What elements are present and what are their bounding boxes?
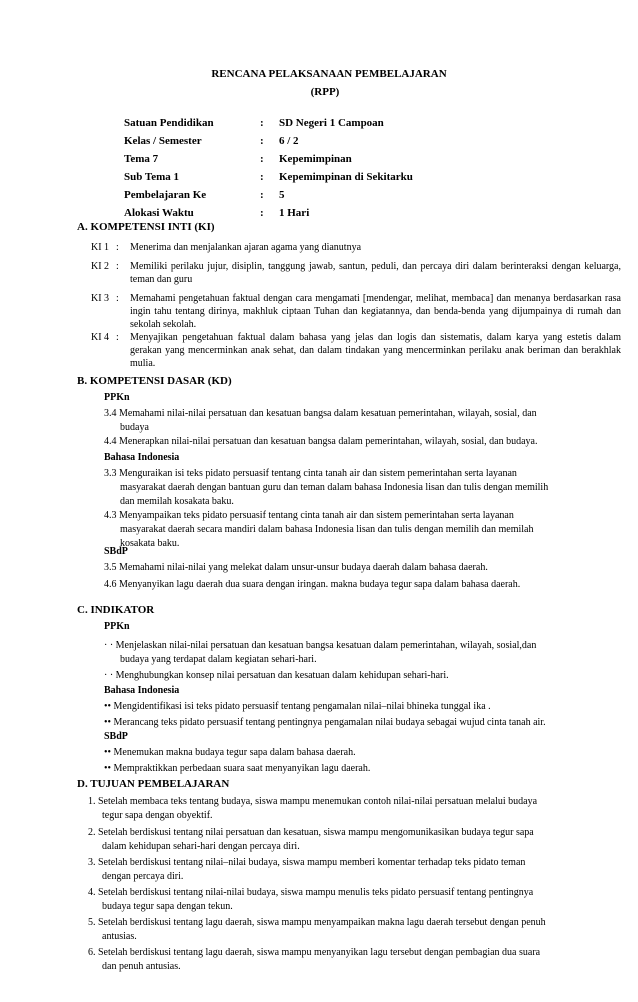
- ki-code: KI 4: [91, 332, 110, 343]
- ki-colon: :: [116, 293, 119, 304]
- ki-item: [91, 241, 621, 254]
- kd-line: budaya: [120, 422, 149, 433]
- identity-table: [124, 114, 544, 222]
- ki-code: KI 2: [91, 261, 110, 272]
- ki-text: Memahami pengetahuan faktual dengan cara mengamati [mendengar, melihat, membaca] dan menanya berdasarkan rasa ingin tahu tentang dirinya, makhluk ciptaan Tuhan dan kegiatannya, dan benda-benda yang dijumpainya di rumah dan sekolah sekolah.: [130, 293, 621, 330]
- document-subtitle: (RPP): [310, 86, 340, 98]
- goal-line: tegur sapa dengan obyektif.: [102, 810, 213, 821]
- goal-item: [88, 916, 608, 944]
- indicator-line: •• Mengidentifikasi isi teks pidato persuasif tentang pengamalan nilai–nilai bhineka tunggal ika .: [104, 701, 491, 712]
- kd-line: 4.6 Menyanyikan lagu daerah dua suara dengan iringan. makna budaya tegur sapa dalam bahasa daerah.: [104, 579, 521, 590]
- goal-line: 5. Setelah berdiskusi tentang lagu daerah, siswa mampu menyampaikan makna lagu daerah tersebut dengan penuh: [88, 917, 546, 928]
- kd-item: [104, 435, 604, 449]
- kd-item: [104, 407, 604, 435]
- kd-line: 4.4 Menerapkan nilai-nilai persatuan dan kesatuan bangsa dalam pemerintahan, wilayah, sosial, dan budaya.: [104, 436, 538, 447]
- identity-label: Tema 7: [124, 153, 159, 165]
- goal-line: dan penuh antusias.: [102, 961, 181, 972]
- section-a-heading: A. KOMPETENSI INTI (KI): [77, 221, 215, 233]
- ki-colon: :: [116, 332, 119, 343]
- identity-value: Kepemimpinan di Sekitarku: [279, 171, 413, 183]
- identity-colon: :: [260, 153, 264, 165]
- identity-label: Pembelajaran Ke: [124, 189, 207, 201]
- section-b-heading: B. KOMPETENSI DASAR (KD): [77, 375, 232, 387]
- identity-colon: :: [260, 207, 264, 219]
- goal-item: [88, 826, 608, 854]
- identity-label: Satuan Pendidikan: [124, 117, 214, 129]
- indicator-line: •• Merancang teks pidato persuasif tentang pentingnya pengamalan nilai budaya sebagai wujud cinta tanah air.: [104, 717, 546, 728]
- indicator-line: · · Menghubungkan konsep nilai persatuan dan kesatuan dalam kehidupan sehari-hari.: [104, 670, 449, 681]
- goal-item: [88, 886, 608, 914]
- ki-text: Menyajikan pengetahuan faktual dalam bahasa yang jelas dan logis dan sistematis, dalam karya yang estetis dalam gerakan yang mencerminkan anak sehat, dan dalam tindakan yang mencerminkan perilaku anak beriman dan berakhlak mulia.: [130, 332, 621, 369]
- identity-label: Kelas / Semester: [124, 135, 202, 147]
- identity-colon: :: [260, 117, 264, 129]
- goal-item: [88, 795, 608, 823]
- identity-value: 5: [279, 189, 285, 201]
- kd-line: 4.3 Menyampaikan teks pidato persuasif tentang cinta tanah air dan sistem pemerintahan serta layanan: [104, 510, 514, 521]
- identity-row: [124, 114, 544, 132]
- goal-line: 1. Setelah membaca teks tentang budaya, siswa mampu menemukan contoh nilai-nilai persatuan melalui budaya: [88, 796, 538, 807]
- identity-value: Kepemimpinan: [279, 153, 352, 165]
- indicator-item: [104, 700, 604, 714]
- goal-line: 3. Setelah berdiskusi tentang nilai–nilai budaya, siswa mampu memberi komentar terhadap teks pidato teman: [88, 857, 526, 868]
- goal-line: antusias.: [102, 931, 137, 942]
- kd-line: 3.3 Menguraikan isi teks pidato persuasif tentang cinta tanah air dan sistem pemerintahan serta layanan: [104, 468, 517, 479]
- ki-code: KI 3: [91, 293, 110, 304]
- indicator-item: [104, 716, 604, 730]
- indicator-line: budaya yang terdapat dalam kegiatan sehari-hari.: [120, 654, 317, 665]
- kd-item: [104, 509, 604, 551]
- identity-row: [124, 204, 544, 222]
- kd-item: [104, 467, 604, 509]
- kd-item: [104, 578, 604, 592]
- kd-item: [104, 561, 604, 575]
- identity-row: [124, 150, 544, 168]
- identity-colon: :: [260, 171, 264, 183]
- ki-item: [91, 260, 621, 286]
- section-c-heading: C. INDIKATOR: [77, 604, 155, 616]
- subject-label-bahasa-indonesia: Bahasa Indonesia: [104, 685, 180, 696]
- kd-line: kosakata baku.: [120, 538, 180, 549]
- subject-label-sbdp: SBdP: [104, 731, 128, 742]
- kd-line: masyarakat daerah dengan bantuan guru dan teman dalam bahasa Indonesia lisan dan tulis dengan memilih: [120, 482, 549, 493]
- ki-colon: :: [116, 261, 119, 272]
- ki-item: [91, 331, 621, 370]
- subject-label-sbdp: SBdP: [104, 546, 128, 557]
- goal-line: dengan percaya diri.: [102, 871, 184, 882]
- identity-colon: :: [260, 135, 264, 147]
- kd-line: masyarakat daerah secara mandiri dalam bahasa Indonesia lisan dan tulis dengan memilih dan memilah: [120, 524, 534, 535]
- indicator-item: [104, 746, 604, 760]
- identity-row: [124, 132, 544, 150]
- document-title: RENCANA PELAKSANAAN PEMBELAJARAN: [211, 68, 447, 80]
- goal-line: 6. Setelah berdiskusi tentang lagu daerah, siswa mampu menyanyikan lagu tersebut dengan pembagian dua suara: [88, 947, 541, 958]
- indicator-item: [104, 639, 604, 667]
- indicator-line: •• Menemukan makna budaya tegur sapa dalam bahasa daerah.: [104, 747, 356, 758]
- identity-row: [124, 186, 544, 204]
- goal-item: [88, 856, 608, 884]
- identity-value: SD Negeri 1 Campoan: [279, 117, 384, 129]
- ki-item: [91, 292, 621, 331]
- ki-text: Menerima dan menjalankan ajaran agama yang dianutnya: [130, 242, 362, 253]
- goal-item: [88, 946, 608, 974]
- kd-line: 3.5 Memahami nilai-nilai yang melekat dalam unsur-unsur budaya daerah dalam bahasa daerah.: [104, 562, 488, 573]
- goal-line: dalam kehidupan sehari-hari dengan percaya diri.: [102, 841, 300, 852]
- ki-text: Memiliki perilaku jujur, disiplin, tanggung jawab, santun, peduli, dan percaya diri dalam berinteraksi dengan keluarga, teman dan guru: [130, 261, 621, 285]
- goal-line: 4. Setelah berdiskusi tentang nilai-nilai budaya, siswa mampu menulis teks pidato persuasif tentang pentingnya: [88, 887, 534, 898]
- goal-line: 2. Setelah berdiskusi tentang nilai persatuan dan kesatuan, siswa mampu mengomunikasikan budaya tegur sapa: [88, 827, 534, 838]
- ki-colon: :: [116, 242, 119, 253]
- identity-label: Sub Tema 1: [124, 171, 180, 183]
- kd-line: 3.4 Memahami nilai-nilai persatuan dan kesatuan bangsa dalam kesatuan pemerintahan, wilayah, sosial, dan: [104, 408, 537, 419]
- identity-label: Alokasi Waktu: [124, 207, 194, 219]
- kd-line: dan memilah kosakata baku.: [120, 496, 234, 507]
- identity-colon: :: [260, 189, 264, 201]
- identity-row: [124, 168, 544, 186]
- ki-code: KI 1: [91, 242, 110, 253]
- identity-value: 1 Hari: [279, 207, 310, 219]
- subject-label-bahasa-indonesia: Bahasa Indonesia: [104, 452, 180, 463]
- indicator-line: •• Mempraktikkan perbedaan suara saat menyanyikan lagu daerah.: [104, 763, 371, 774]
- indicator-line: · · Menjelaskan nilai-nilai persatuan dan kesatuan bangsa kesatuan dalam pemerintahan, wilayah, sosial,dan: [104, 640, 537, 651]
- subject-label-ppkn: PPKn: [104, 392, 130, 403]
- goal-line: budaya tegur sapa dengan tekun.: [102, 901, 233, 912]
- identity-value: 6 / 2: [279, 135, 299, 147]
- indicator-item: [104, 762, 604, 776]
- indicator-item: [104, 669, 604, 683]
- section-d-heading: D. TUJUAN PEMBELAJARAN: [77, 778, 230, 790]
- subject-label-ppkn: PPKn: [104, 621, 130, 632]
